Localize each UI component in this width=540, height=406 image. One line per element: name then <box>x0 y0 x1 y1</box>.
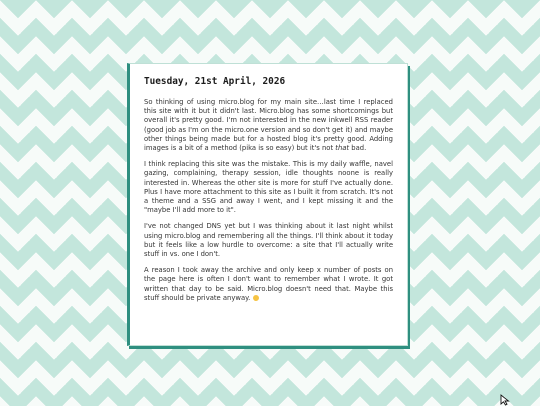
post-paragraph-2: I think replacing this site was the mistake. This is my daily waffle, navel gazing, complaining, therapy session, idle thoughts noone is really interested in. Whereas the other site is more for stuff I've actually done. Plus I have more attachment to this site as I built it from scratch. It's not a theme and a SSG and away I went, and I kept missing it and the "maybe I'll add more to it". <box>144 160 393 215</box>
post-card <box>127 63 408 346</box>
mouse-pointer-icon <box>500 394 512 406</box>
post-paragraph-4 <box>144 266 393 303</box>
post-paragraph-3: I've not changed DNS yet but I was thinking about it last night whilst using micro.blog and remembering all the things. I'll think about it today but it feels like a low hurdle to overcome: a site that I'll actually write stuff in vs. one I don't. <box>144 222 393 259</box>
paragraph-1-emphasis: that <box>335 144 350 153</box>
paragraph-1-tail: bad. <box>349 144 367 153</box>
post-title: Tuesday, 21st April, 2026 <box>144 76 286 87</box>
paragraph-1-text: So thinking of using micro.blog for my main site…last time I replaced this site with it but it didn't last. Micro.blog has some shortcomings but overall it's pretty good. I'm not interested in the new inkwell RSS reader (good job as I'm on the micro.one version and so don't get it) and maybe other things being made but for a hosted blog it's pretty good. Adding images is a bit of a method (pika is so easy) but it's not <box>144 98 393 153</box>
post-paragraph-1 <box>144 98 393 153</box>
paragraph-4-text: A reason I took away the archive and only keep x number of posts on the page here is often I don't want to remember what I wrote. It got written that day to be said. Micro.blog doesn't need that. Maybe this stuff should be private anyway. <box>144 266 393 302</box>
slightly-smiling-face-icon <box>253 295 259 301</box>
